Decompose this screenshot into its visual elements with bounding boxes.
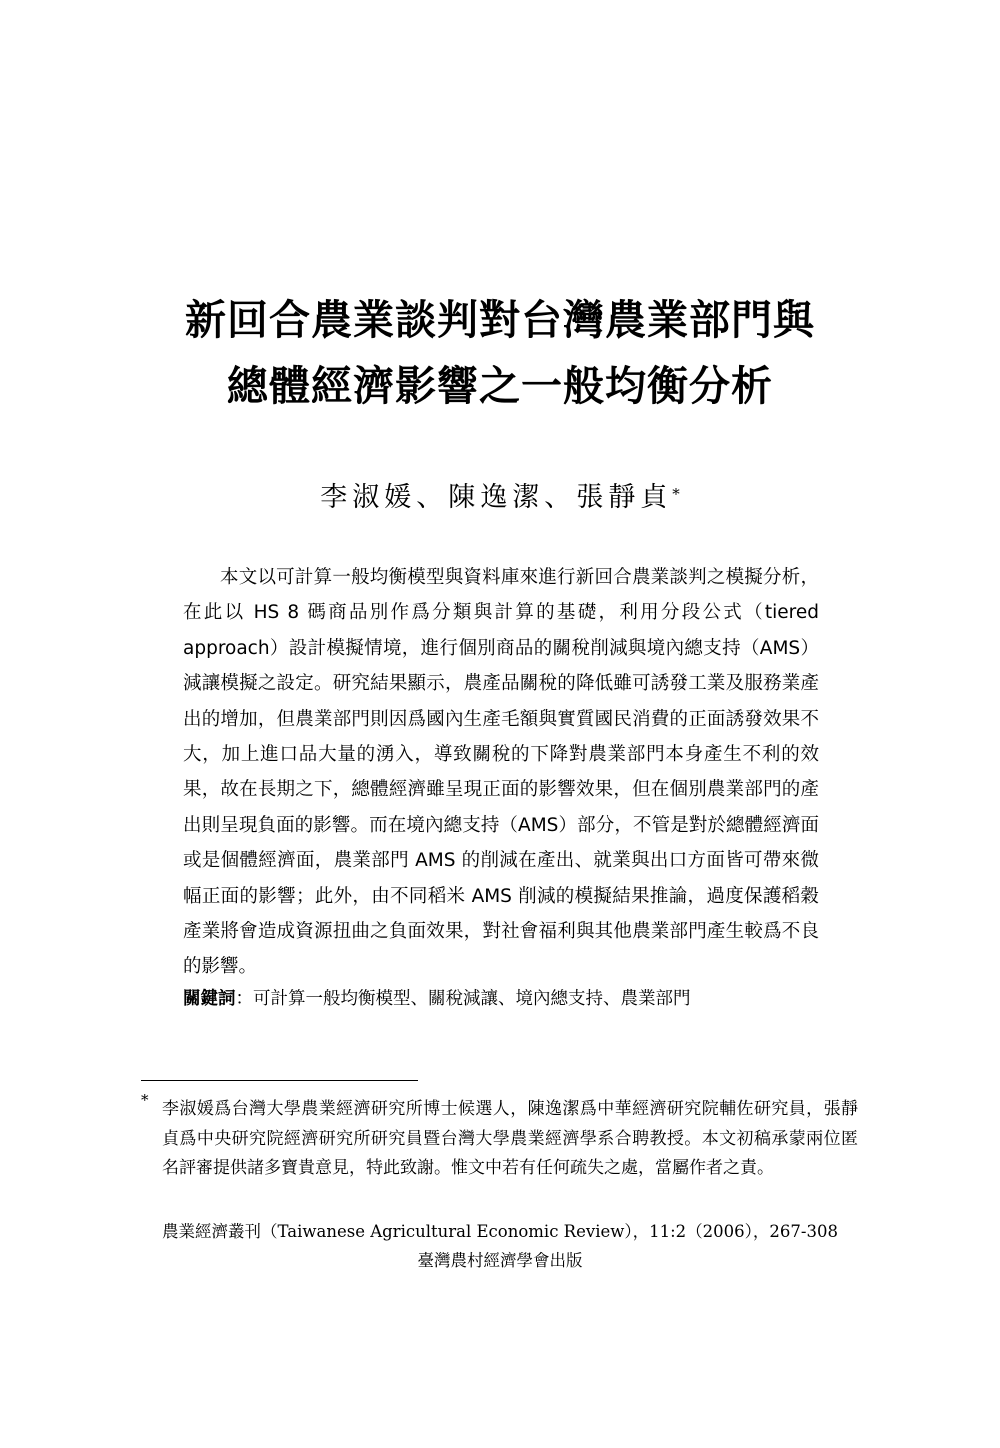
journal-citation: 農業經濟叢刊（Taiwanese Agricultural Economic Review），11:2（2006），267-308 <box>162 1222 838 1241</box>
author-list <box>0 480 1000 516</box>
paper-title <box>0 287 1000 419</box>
abstract-text: 本文以可計算一般均衡模型與資料庫來進行新回合農業談判之模擬分析，在此以 HS 8 碼商品別作爲分類與計算的基礎，利用分段公式（tiered approach）設計模擬情境，進行個別商品的關稅削減與境內總支持（AMS）減讓模擬之設定。研究結果顯示，農產品關稅的降低雖可誘發工業及服務業產出的增加，但農業部門則因爲國內生產毛額與實質國民消費的正面誘發效果不大，加上進口品大量的湧入，導致關稅的下降對農業部門本身產生不利的效果，故在長期之下，總體經濟雖呈現正面的影響效果，但在個別農業部門的產出則呈現負面的影響。而在境內總支持（AMS）部分，不管是對於總體經濟面或是個體經濟面，農業部門 AMS 的削減在產出、就業與出口方面皆可帶來微幅正面的影響；此外，由不同稻米 AMS 削減的模擬結果推論，過度保護稻穀產業將會造成資源扭曲之負面效果，對社會福利與其他農業部門產生較爲不良的影響。 <box>183 567 819 978</box>
journal-publisher: 臺灣農村經濟學會出版 <box>417 1251 583 1270</box>
author-names: 李淑媛、陳逸潔、張靜貞 <box>320 482 673 513</box>
journal-info <box>0 1217 1000 1275</box>
keywords-text: 可計算一般均衡模型、關稅減讓、境內總支持、農業部門 <box>253 989 691 1009</box>
footnote-divider <box>141 1080 418 1081</box>
keywords-line <box>183 984 823 1014</box>
keywords-separator: ： <box>235 989 253 1009</box>
footnote-marker: * <box>141 1091 149 1109</box>
author-footnote-marker: * <box>672 485 680 503</box>
title-line-1: 新回合農業談判對台灣農業部門與 <box>185 296 815 344</box>
keywords-label: 關鍵詞 <box>183 989 236 1009</box>
author-footnote: 李淑媛爲台灣大學農業經濟研究所博士候選人，陳逸潔爲中華經濟研究院輔佐研究員，張靜貞爲中央研究院經濟研究所研究員暨台灣大學農業經濟學系合聘教授。本文初稿承蒙兩位匿名評審提供諸多寶貴意見，特此致謝。惟文中若有任何疏失之處，當屬作者之責。 <box>162 1099 858 1178</box>
title-line-2: 總體經濟影響之一般均衡分析 <box>227 362 773 410</box>
